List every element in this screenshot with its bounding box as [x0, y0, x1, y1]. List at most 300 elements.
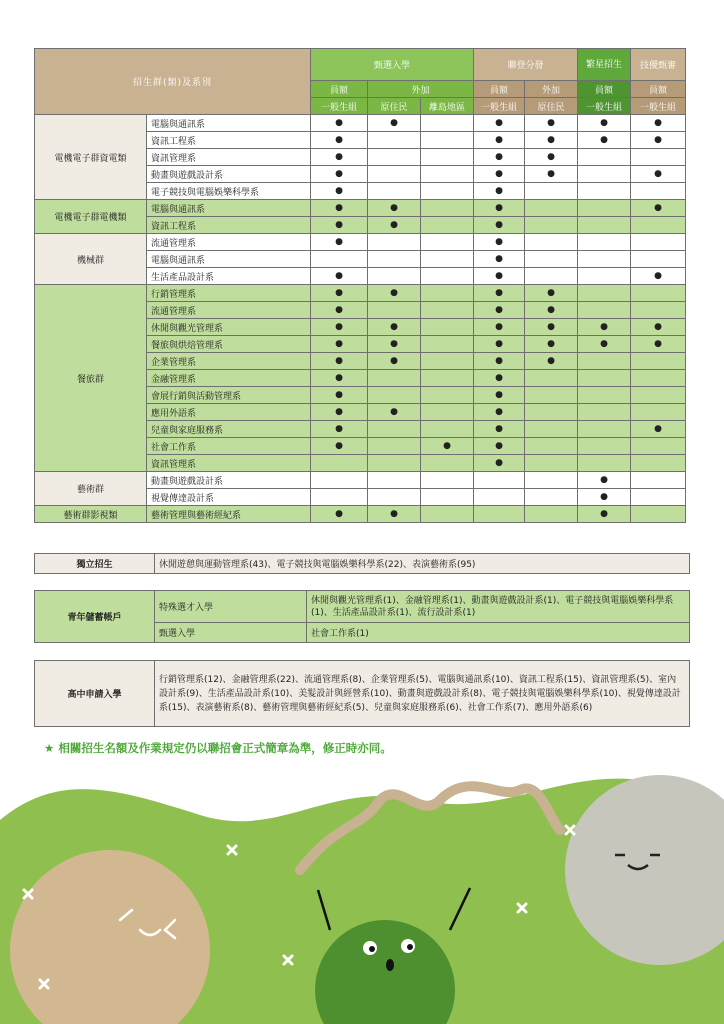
matrix-row	[35, 472, 686, 489]
availability-cell	[311, 387, 368, 404]
dot-icon: ●	[600, 492, 608, 502]
availability-cell	[474, 115, 525, 132]
dot-icon: ●	[495, 203, 503, 213]
dot-icon: ●	[335, 407, 343, 417]
dot-icon: ●	[390, 220, 398, 230]
dot-icon: ●	[547, 288, 555, 298]
dot-icon: ●	[335, 441, 343, 451]
header-general: 一般生組	[474, 98, 525, 115]
availability-cell	[578, 506, 631, 523]
group-name: 餐旅群	[35, 285, 147, 472]
department-name: 資訊管理系	[147, 149, 311, 166]
dot-icon: ●	[495, 373, 503, 383]
header-skill: 技優甄審	[631, 49, 686, 81]
availability-cell	[578, 353, 631, 370]
dot-icon: ●	[654, 169, 662, 179]
availability-cell	[525, 387, 578, 404]
availability-cell	[311, 370, 368, 387]
availability-cell	[578, 387, 631, 404]
youth-selective-label: 甄選入學	[155, 623, 307, 643]
header-star: 繁星招生	[578, 49, 631, 81]
availability-cell	[474, 285, 525, 302]
dot-icon: ●	[335, 322, 343, 332]
availability-cell	[631, 489, 686, 506]
availability-cell	[631, 285, 686, 302]
group-name: 機械群	[35, 234, 147, 285]
dot-icon: ●	[495, 305, 503, 315]
header-selective: 甄選入學	[311, 49, 474, 81]
availability-cell	[368, 251, 421, 268]
availability-cell	[311, 302, 368, 319]
availability-cell	[421, 132, 474, 149]
availability-cell	[578, 251, 631, 268]
department-name: 生活產品設計系	[147, 268, 311, 285]
availability-cell	[311, 234, 368, 251]
availability-cell	[525, 319, 578, 336]
dot-icon: ●	[547, 118, 555, 128]
availability-cell	[525, 506, 578, 523]
availability-cell	[525, 353, 578, 370]
department-name: 企業管理系	[147, 353, 311, 370]
availability-cell	[578, 166, 631, 183]
availability-cell	[368, 319, 421, 336]
department-name: 餐旅與烘焙管理系	[147, 336, 311, 353]
header-extra: 外加	[525, 81, 578, 98]
department-name: 電腦與通訊系	[147, 200, 311, 217]
dot-icon: ●	[600, 509, 608, 519]
availability-cell	[525, 472, 578, 489]
dot-icon: ●	[335, 390, 343, 400]
dot-icon: ●	[547, 356, 555, 366]
availability-cell	[368, 421, 421, 438]
availability-cell	[578, 472, 631, 489]
dot-icon: ●	[495, 220, 503, 230]
footnote: ★ 相關招生名額及作業規定仍以聯招會正式簡章為準，修正時亦同。	[44, 741, 392, 755]
dot-icon: ●	[547, 305, 555, 315]
availability-cell	[578, 438, 631, 455]
availability-cell	[368, 489, 421, 506]
availability-cell	[578, 268, 631, 285]
youth-selective-text: 社會工作系(1)	[307, 623, 690, 643]
availability-cell	[421, 336, 474, 353]
availability-cell	[525, 336, 578, 353]
availability-cell	[525, 302, 578, 319]
availability-cell	[474, 234, 525, 251]
youth-label: 青年儲蓄帳戶	[35, 591, 155, 643]
availability-cell	[311, 217, 368, 234]
dot-icon: ●	[390, 339, 398, 349]
availability-cell	[421, 268, 474, 285]
availability-cell	[421, 200, 474, 217]
availability-cell	[421, 489, 474, 506]
availability-cell	[631, 404, 686, 421]
dot-icon: ●	[335, 339, 343, 349]
availability-cell	[631, 132, 686, 149]
availability-cell	[525, 489, 578, 506]
availability-cell	[525, 251, 578, 268]
availability-cell	[311, 506, 368, 523]
availability-cell	[368, 455, 421, 472]
availability-cell	[525, 438, 578, 455]
availability-cell	[421, 455, 474, 472]
availability-cell	[578, 319, 631, 336]
availability-cell	[421, 166, 474, 183]
availability-cell	[368, 404, 421, 421]
availability-cell	[631, 302, 686, 319]
availability-cell	[421, 506, 474, 523]
availability-cell	[311, 319, 368, 336]
availability-cell	[368, 268, 421, 285]
department-name: 應用外語系	[147, 404, 311, 421]
availability-cell	[631, 455, 686, 472]
header-general: 一般生組	[311, 98, 368, 115]
dot-icon: ●	[495, 186, 503, 196]
matrix-row	[35, 285, 686, 302]
pupil-icon	[407, 944, 413, 950]
dot-icon: ●	[547, 135, 555, 145]
availability-cell	[631, 251, 686, 268]
availability-cell	[525, 115, 578, 132]
dot-icon: ●	[600, 322, 608, 332]
department-name: 流通管理系	[147, 234, 311, 251]
availability-cell	[311, 149, 368, 166]
availability-cell	[578, 404, 631, 421]
dot-icon: ●	[654, 322, 662, 332]
availability-cell	[368, 472, 421, 489]
availability-cell	[421, 183, 474, 200]
availability-cell	[368, 217, 421, 234]
availability-cell	[421, 319, 474, 336]
availability-cell	[631, 387, 686, 404]
decorative-illustration	[0, 760, 724, 1024]
department-name: 休閒與觀光管理系	[147, 319, 311, 336]
dot-icon: ●	[600, 135, 608, 145]
availability-cell	[368, 149, 421, 166]
availability-cell	[474, 353, 525, 370]
matrix-body	[35, 115, 686, 523]
department-name: 動畫與遊戲設計系	[147, 472, 311, 489]
header-general: 一般生組	[578, 98, 631, 115]
dot-icon: ●	[390, 288, 398, 298]
availability-cell	[368, 370, 421, 387]
dot-icon: ●	[335, 220, 343, 230]
availability-cell	[578, 285, 631, 302]
dot-icon: ●	[547, 322, 555, 332]
matrix-row	[35, 200, 686, 217]
availability-cell	[631, 166, 686, 183]
dot-icon: ●	[495, 254, 503, 264]
availability-cell	[578, 336, 631, 353]
availability-cell	[474, 183, 525, 200]
availability-cell	[474, 149, 525, 166]
availability-cell	[525, 285, 578, 302]
availability-cell	[368, 302, 421, 319]
availability-cell	[474, 319, 525, 336]
availability-cell	[631, 506, 686, 523]
dot-icon: ●	[495, 135, 503, 145]
availability-cell	[578, 234, 631, 251]
availability-cell	[578, 115, 631, 132]
dot-icon: ●	[495, 407, 503, 417]
matrix-title: 招生群(類)及系別	[35, 49, 311, 115]
availability-cell	[421, 302, 474, 319]
header-quota: 員額	[474, 81, 525, 98]
availability-cell	[474, 506, 525, 523]
availability-cell	[311, 132, 368, 149]
availability-cell	[474, 302, 525, 319]
availability-cell	[578, 149, 631, 166]
department-name: 兒童與家庭服務系	[147, 421, 311, 438]
department-name: 流通管理系	[147, 302, 311, 319]
availability-cell	[631, 234, 686, 251]
availability-cell	[525, 455, 578, 472]
availability-cell	[311, 353, 368, 370]
mouth-icon	[386, 959, 394, 971]
department-name: 行銷管理系	[147, 285, 311, 302]
pupil-icon	[369, 946, 375, 952]
availability-cell	[631, 370, 686, 387]
dot-icon: ●	[335, 373, 343, 383]
highschool-text: 行銷管理系(12)、金融管理系(22)、流通管理系(8)、企業管理系(5)、電腦與通訊系(10)、資訊工程系(15)、資訊管理系(5)、室內設計系(9)、生活產品設計系(10)、美髮設計與經營系(10)、動畫與遊戲設計系(8)、電子競技與電腦娛樂科學系(10)、視覺傳達設計系(15)、表演藝術系(8)、藝術管理與藝術經紀系(5)、兒童與家庭服務系(6)、社會工作系(7)、應用外語系(6)	[155, 661, 690, 727]
header-extra: 外加	[368, 81, 474, 98]
availability-cell	[578, 489, 631, 506]
availability-cell	[421, 115, 474, 132]
dot-icon: ●	[335, 356, 343, 366]
dot-icon: ●	[547, 152, 555, 162]
dot-icon: ●	[390, 356, 398, 366]
dot-icon: ●	[495, 322, 503, 332]
availability-cell	[525, 234, 578, 251]
availability-cell	[368, 132, 421, 149]
department-name: 社會工作系	[147, 438, 311, 455]
department-name: 資訊管理系	[147, 455, 311, 472]
matrix-row	[35, 115, 686, 132]
dot-icon: ●	[654, 424, 662, 434]
dot-icon: ●	[335, 305, 343, 315]
availability-cell	[474, 489, 525, 506]
dot-icon: ●	[390, 407, 398, 417]
dot-icon: ●	[495, 169, 503, 179]
group-name: 電機電子群電機類	[35, 200, 147, 234]
availability-cell	[421, 234, 474, 251]
availability-cell	[578, 183, 631, 200]
availability-cell	[421, 404, 474, 421]
availability-cell	[474, 421, 525, 438]
dot-icon: ●	[654, 118, 662, 128]
dot-icon: ●	[443, 441, 451, 451]
availability-cell	[578, 370, 631, 387]
availability-cell	[474, 166, 525, 183]
availability-cell	[525, 183, 578, 200]
availability-cell	[311, 489, 368, 506]
dot-icon: ●	[335, 288, 343, 298]
availability-cell	[474, 455, 525, 472]
availability-cell	[525, 370, 578, 387]
header-quota: 員額	[311, 81, 368, 98]
availability-cell	[631, 149, 686, 166]
availability-cell	[474, 251, 525, 268]
dot-icon: ●	[390, 509, 398, 519]
dot-icon: ●	[335, 135, 343, 145]
highschool-label: 高中申請入學	[35, 661, 155, 727]
dot-icon: ●	[495, 441, 503, 451]
availability-cell	[421, 387, 474, 404]
youth-savings-box	[34, 590, 690, 643]
dot-icon: ●	[600, 339, 608, 349]
dot-icon: ●	[335, 186, 343, 196]
availability-cell	[474, 472, 525, 489]
availability-cell	[368, 115, 421, 132]
availability-cell	[311, 166, 368, 183]
independent-text: 休閒遊憩與運動管理系(43)、電子競技與電腦娛樂科學系(22)、表演藝術系(95)	[155, 554, 690, 574]
header-indigenous: 原住民	[525, 98, 578, 115]
availability-cell	[474, 268, 525, 285]
availability-cell	[525, 149, 578, 166]
dot-icon: ●	[335, 271, 343, 281]
availability-cell	[421, 421, 474, 438]
department-name: 視覺傳達設計系	[147, 489, 311, 506]
availability-cell	[631, 319, 686, 336]
availability-cell	[474, 132, 525, 149]
availability-cell	[311, 268, 368, 285]
availability-cell	[311, 438, 368, 455]
availability-cell	[421, 370, 474, 387]
dot-icon: ●	[495, 288, 503, 298]
availability-cell	[311, 115, 368, 132]
department-name: 電子競技與電腦娛樂科學系	[147, 183, 311, 200]
dot-icon: ●	[390, 322, 398, 332]
dot-icon: ●	[335, 152, 343, 162]
dot-icon: ●	[495, 424, 503, 434]
availability-cell	[421, 149, 474, 166]
department-name: 資訊工程系	[147, 132, 311, 149]
admission-matrix	[34, 48, 686, 523]
availability-cell	[525, 217, 578, 234]
availability-cell	[368, 387, 421, 404]
availability-cell	[474, 217, 525, 234]
availability-cell	[368, 183, 421, 200]
availability-cell	[421, 353, 474, 370]
department-name: 金融管理系	[147, 370, 311, 387]
availability-cell	[631, 200, 686, 217]
dot-icon: ●	[654, 135, 662, 145]
dot-icon: ●	[600, 118, 608, 128]
dot-icon: ●	[335, 203, 343, 213]
availability-cell	[311, 285, 368, 302]
availability-cell	[578, 302, 631, 319]
department-name: 動畫與遊戲設計系	[147, 166, 311, 183]
availability-cell	[525, 166, 578, 183]
availability-cell	[421, 472, 474, 489]
availability-cell	[631, 217, 686, 234]
matrix-row	[35, 506, 686, 523]
availability-cell	[578, 217, 631, 234]
independent-label: 獨立招生	[35, 554, 155, 574]
group-name: 藝術群影視類	[35, 506, 147, 523]
dot-icon: ●	[547, 339, 555, 349]
availability-cell	[368, 285, 421, 302]
dot-icon: ●	[335, 424, 343, 434]
availability-cell	[311, 336, 368, 353]
header-indigenous: 原住民	[368, 98, 421, 115]
availability-cell	[474, 370, 525, 387]
availability-cell	[311, 251, 368, 268]
department-name: 電腦與通訊系	[147, 115, 311, 132]
availability-cell	[311, 404, 368, 421]
independent-admission-box	[34, 553, 690, 574]
availability-cell	[474, 404, 525, 421]
dot-icon: ●	[495, 118, 503, 128]
availability-cell	[578, 200, 631, 217]
header-quota: 員額	[631, 81, 686, 98]
availability-cell	[525, 268, 578, 285]
group-name: 藝術群	[35, 472, 147, 506]
availability-cell	[421, 251, 474, 268]
dot-icon: ●	[654, 339, 662, 349]
availability-cell	[368, 438, 421, 455]
header-remote: 離島地區	[421, 98, 474, 115]
dot-icon: ●	[335, 237, 343, 247]
highschool-box	[34, 660, 690, 727]
availability-cell	[368, 506, 421, 523]
availability-cell	[368, 336, 421, 353]
dot-icon: ●	[495, 356, 503, 366]
dot-icon: ●	[390, 118, 398, 128]
availability-cell	[525, 132, 578, 149]
dot-icon: ●	[495, 152, 503, 162]
availability-cell	[525, 200, 578, 217]
youth-special-text: 休閒與觀光管理系(1)、金融管理系(1)、動畫與遊戲設計系(1)、電子競技與電腦娛樂科學系(1)、生活產品設計系(1)、流行設計系(1)	[307, 591, 690, 623]
availability-cell	[525, 404, 578, 421]
availability-cell	[474, 336, 525, 353]
availability-cell	[421, 217, 474, 234]
dot-icon: ●	[495, 271, 503, 281]
header-joint: 聯登分發	[474, 49, 578, 81]
department-name: 會展行銷與活動管理系	[147, 387, 311, 404]
availability-cell	[368, 353, 421, 370]
availability-cell	[474, 387, 525, 404]
dot-icon: ●	[654, 203, 662, 213]
header-general: 一般生組	[631, 98, 686, 115]
availability-cell	[631, 353, 686, 370]
dot-icon: ●	[495, 237, 503, 247]
dot-icon: ●	[495, 458, 503, 468]
availability-cell	[631, 472, 686, 489]
availability-cell	[631, 438, 686, 455]
availability-cell	[631, 336, 686, 353]
availability-cell	[631, 421, 686, 438]
group-name: 電機電子群資電類	[35, 115, 147, 200]
availability-cell	[368, 234, 421, 251]
availability-cell	[311, 200, 368, 217]
availability-cell	[311, 472, 368, 489]
availability-cell	[631, 115, 686, 132]
dot-icon: ●	[547, 169, 555, 179]
department-name: 電腦與通訊系	[147, 251, 311, 268]
dot-icon: ●	[495, 390, 503, 400]
availability-cell	[578, 421, 631, 438]
department-name: 資訊工程系	[147, 217, 311, 234]
department-name: 藝術管理與藝術經紀系	[147, 506, 311, 523]
availability-cell	[311, 455, 368, 472]
availability-cell	[421, 285, 474, 302]
availability-cell	[474, 200, 525, 217]
availability-cell	[578, 455, 631, 472]
dot-icon: ●	[335, 118, 343, 128]
availability-cell	[631, 268, 686, 285]
availability-cell	[631, 183, 686, 200]
availability-cell	[578, 132, 631, 149]
